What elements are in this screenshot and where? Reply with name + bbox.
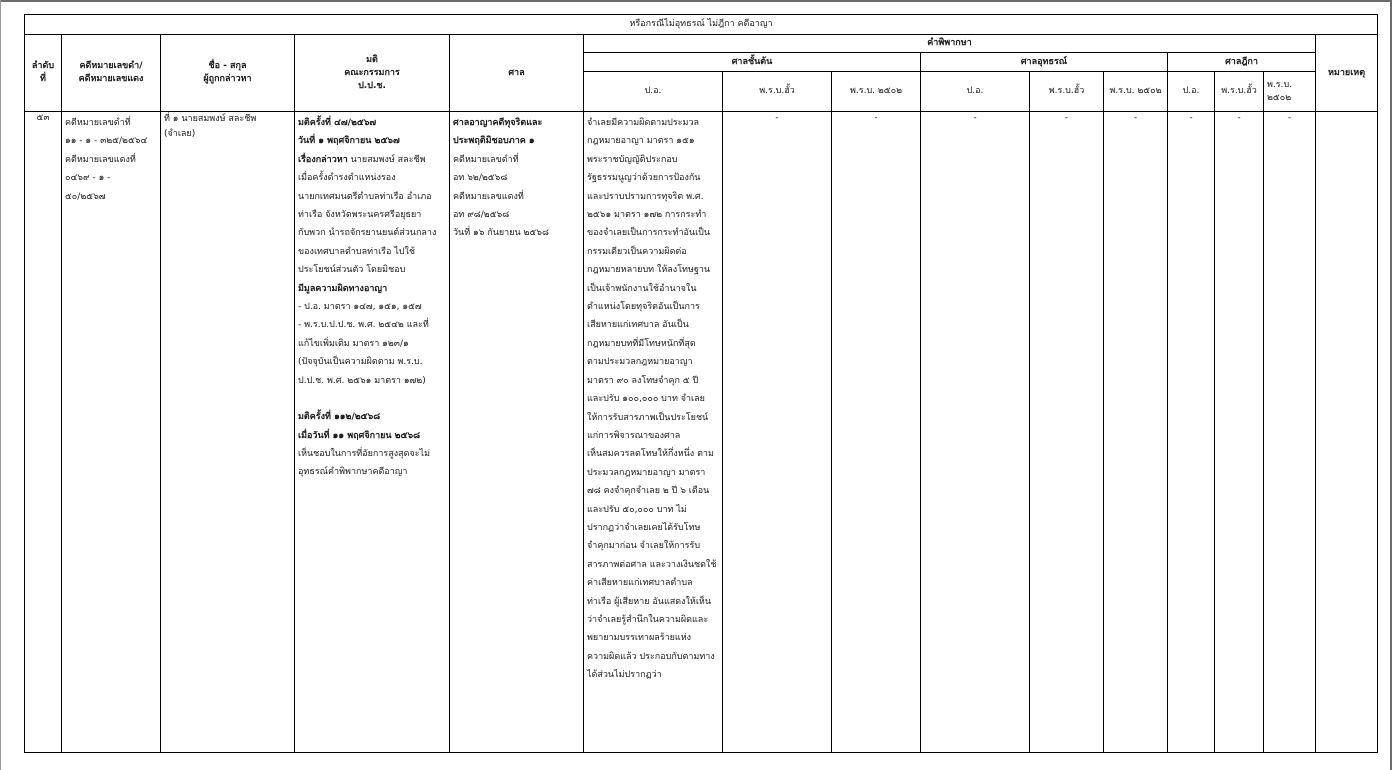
header-case-no: คดีหมายเลขดำ/ คดีหมายเลขแดง (62, 35, 161, 112)
sub-header-prb2502: พ.ร.บ. ๒๕๐๒ (832, 72, 921, 112)
judgment-line: และปรับ ๕๐,๐๐๐ บาท ไม่ (587, 504, 687, 515)
appeal-prb-dash: - (1030, 112, 1104, 753)
judgment-table (24, 14, 1378, 753)
judgment-line: พระราชบัญญัติประกอบ (587, 154, 678, 165)
sub-header-prb2502: พ.ร.บ. ๒๕๐๒ (1104, 72, 1168, 112)
row-resolution: มติครั้งที่ ๔๗/๒๕๖๗ วันที่ ๑ พฤศจิกายน ๒๕๖๗ เรื่องกล่าวหา นายสมพงษ์ สละชีพ เมื่อครั้งดำรงตำแหน่งรอง นายกเทศมนตรีตำบลท่าเรือ อำเภอ ท่าเรือ จังหวัดพระนครศรีอยุธยา กับพวก นำรถจักรยานยนต์ส่วนกลาง ของเทศบาลตำบลท่าเรือ ไปใช้ ประโยชน์ส่วนตัว โดยมิชอบ มีมูลความผิดทางอาญา - ป.อ. มาตรา ๑๔๗, ๑๕๑, ๑๕๗ - พ.ร.บ.ป.ป.ช. พ.ศ. ๒๕๔๒ และที่ แก้ไขเพิ่มเติม มาตรา ๑๒๓/๑ (ปัจจุบันเป็นความผิดตาม พ.ร.บ. ป.ป.ช. พ.ศ. ๒๕๖๑ มาตรา ๑๗๒) มติครั้งที่ ๑๑๒/๒๕๖๘ เมื่อวันที่ ๑๑ พฤศจิกายน ๒๕๖๘ เห็นชอบในการที่อัยการสูงสุดจะไม่ อุทธรณ์คำพิพากษาคดีอาญา (295, 112, 450, 753)
finding-label: มีมูลความผิดทางอาญา (298, 283, 388, 294)
judgment-line: เห็นสมควรลดโทษให้กึ่งหนึ่ง ตาม (587, 449, 714, 460)
resolution-1-label: มติครั้งที่ ๔๗/๒๕๖๗ (298, 118, 377, 128)
sub-header-po: ป.อ. (1168, 72, 1215, 112)
window-top-border (0, 0, 1392, 2)
judgment-line: รัฐธรรมนูญว่าด้วยการป้องกัน (587, 173, 701, 184)
resolution-1-date: วันที่ ๑ พฤศจิกายน ๒๕๖๗ (298, 136, 400, 147)
judgment-line: ตามประมวลกฎหมายอาญา (587, 357, 693, 368)
appeal-prb2502-dash: - (1104, 112, 1168, 753)
judgment-line: ปรากฏว่าจำเลยเคยได้รับโทษ (587, 522, 701, 533)
table-row (25, 112, 1378, 753)
judgment-line: กรรมเดียวเป็นความผิดต่อ (587, 246, 687, 257)
judgment-line: ตำแหน่งโดยทุจริตอันเป็นการ (587, 302, 700, 313)
header-judgment: คำพิพากษา (584, 35, 1316, 53)
judgment-line: จำคุกมาก่อน จำเลยให้การรับ (587, 541, 701, 552)
judgment-line: กฎหมายบทที่มีโทษหนักที่สุด (587, 338, 696, 349)
judgment-line: เป็นเจ้าพนักงานใช้อำนาจใน (587, 283, 697, 294)
table-title: หรือกรณีไม่อุทธรณ์ ไม่ฎีกา คดีอาญา (25, 15, 1378, 35)
row-order: ๕๓ (25, 112, 62, 753)
judgment-line: ความผิดแล้ว ประกอบกับตามทาง (587, 651, 715, 662)
window-left-border (0, 0, 1, 770)
judgment-line: และปรับ ๑๐๐,๐๐๐ บาท จำเลย (587, 394, 705, 405)
sub-header-prb: พ.ร.บ.ฮั้ว (1215, 72, 1264, 112)
sub-header-prb: พ.ร.บ.ฮั้ว (1030, 72, 1104, 112)
resolution-2-date: เมื่อวันที่ ๑๑ พฤศจิกายน ๒๕๖๘ (298, 430, 421, 441)
sub-header-prb: พ.ร.บ.ฮั้ว (723, 72, 832, 112)
judgment-line: แก่การพิจารณาของศาล (587, 430, 681, 441)
header-supreme: ศาลฎีกา (1168, 53, 1316, 72)
header-resolution: มติ คณะกรรมการ ป.ป.ช. (295, 35, 450, 112)
judgment-line: เสียหายแก่เทศบาล อันเป็น (587, 320, 689, 331)
judgment-line: ของจำเลยเป็นการกระทำอันเป็น (587, 228, 711, 239)
judgment-line: สารภาพต่อศาล และวางเงินชดใช้ (587, 559, 717, 570)
judgment-line: ค่าเสียหายแก่เทศบาลตำบล (587, 578, 693, 589)
supreme-po-dash: - (1168, 112, 1215, 753)
supreme-prb2502-dash: - (1264, 112, 1316, 753)
header-appeal: ศาลอุทธรณ์ (921, 53, 1168, 72)
judgment-line: พยายามบรรเทาผลร้ายแห่ง (587, 633, 692, 644)
header-first-instance: ศาลชั้นต้น (584, 53, 921, 72)
judgment-line: กฎหมายอาญา มาตรา ๑๕๑ (587, 136, 695, 147)
row-remarks (1316, 112, 1378, 753)
judgment-line: จำเลยมีความผิดตามประมวล (587, 118, 700, 128)
header-order: ลำดับ ที่ (25, 35, 62, 112)
judgment-line: กฎหมายหลายบท ให้ลงโทษฐาน (587, 265, 711, 276)
sub-header-po: ป.อ. (584, 72, 723, 112)
judgment-line: และปราบปรามการทุจริต พ.ศ. (587, 191, 704, 202)
row-judgment-text (584, 112, 723, 753)
judgment-line: ท่าเรือ ผู้เสียหาย อันแสดงให้เห็น (587, 596, 711, 607)
subject-label: เรื่องกล่าวหา (298, 154, 348, 165)
judgment-line: ได้ส่วนไม่ปรากฏว่า (587, 670, 662, 681)
supreme-prb-dash: - (1215, 112, 1264, 753)
row-case-no: คดีหมายเลขดำที่ ๑๑ - ๑ - ๓๒๕/๒๕๖๔ คดีหมายเลขแดงที่ ๐๔๖๙ - ๑ - ๕๐/๒๕๖๗ (62, 112, 161, 753)
judgment-line: ว่าจำเลยรู้สำนึกในความผิดและ (587, 614, 709, 625)
header-remarks: หมายเหตุ (1316, 35, 1378, 112)
first-instance-prb2502-dash: - (832, 112, 921, 753)
header-court: ศาล (450, 35, 584, 112)
judgment-line: ๒๕๖๑ มาตรา ๑๗๒ การกระทำ (587, 210, 707, 221)
resolution-2-label: มติครั้งที่ ๑๑๒/๒๕๖๘ (298, 412, 381, 423)
judgment-line: ประมวลกฎหมายอาญา มาตรา (587, 467, 706, 478)
judgment-line: ๗๘ คงจำคุกจำเลย ๒ ปี ๖ เดือน (587, 486, 710, 497)
row-name: ที่ ๑ นายสมพงษ์ สละชีพ (จำเลย) (161, 112, 295, 753)
sub-header-prb2502: พ.ร.บ. ๒๕๐๒ (1264, 72, 1316, 112)
sub-header-po: ป.อ. (921, 72, 1030, 112)
row-court: ศาลอาญาคดีทุจริตและ ประพฤติมิชอบภาค ๑ คดีหมายเลขดำที่ อท ๖๒/๒๕๖๘ คดีหมายเลขแดงที่ อท ๙๘/๒๕๖๘ วันที่ ๑๖ กันยายน ๒๕๖๘ (450, 112, 584, 753)
judgment-line: มาตรา ๙๐ ลงโทษจำคุก ๕ ปี (587, 375, 699, 386)
header-name: ชื่อ - สกุล ผู้ถูกกล่าวหา (161, 35, 295, 112)
judgment-line: ให้การรับสารภาพเป็นประโยชน์ (587, 412, 709, 423)
appeal-po-dash: - (921, 112, 1030, 753)
first-instance-prb-dash: - (723, 112, 832, 753)
